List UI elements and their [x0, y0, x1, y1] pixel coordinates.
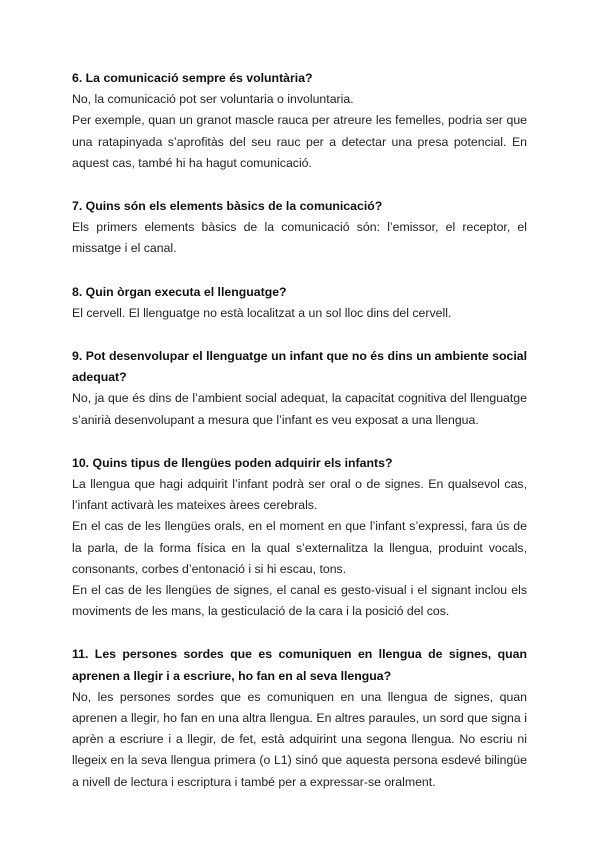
answer-paragraph: En el cas de les llengües orals, en el moment en que l’infant s’expressi, fara ús de la parla, de la forma física en la qual s’externalitza la llengua, produint vocals, consonants, corbes d’entonació i si hi escau, tons. [72, 519, 527, 576]
answer-paragraph: Els primers elements bàsics de la comunicació són: l’emissor, el receptor, el missatge i el canal. [72, 220, 527, 256]
answer-paragraph: En el cas de les llengües de signes, el canal es gesto-visual i el signant inclou els moviments de les mans, la gesticulació de la cara i la posició del cos. [72, 583, 527, 619]
question-section-6 [72, 68, 527, 174]
question-section-10 [72, 453, 527, 623]
question-heading: 10. Quins tipus de llengües poden adquirir els infants? [72, 455, 393, 470]
question-section-11 [72, 644, 527, 792]
answer-paragraph: No, ja que és dins de l’ambient social adequat, la capacitat cognitiva del llenguatge s’anirià desenvolupant a mesura que l’infant es veu exposat a una llengua. [72, 391, 527, 427]
question-heading: 11. Les persones sordes que es comuniquen en llengua de signes, quan aprenen a llegir i a escriure, ho fan en al seva llengua? [72, 647, 527, 683]
answer-paragraph: Per exemple, quan un granot mascle rauca per atreure les femelles, podria ser que una ratapinyada s’aprofitàs del seu rauc per a detectar una presa potencial. En aquest cas, també hi ha hagut comunicació. [72, 113, 527, 170]
document-page [72, 68, 527, 815]
question-heading: 9. Pot desenvolupar el llenguatge un infant que no és dins un ambiente social adequat? [72, 349, 527, 385]
question-heading: 8. Quin òrgan executa el llenguatge? [72, 284, 287, 299]
question-heading: 7. Quins són els elements bàsics de la comunicació? [72, 199, 383, 214]
question-heading: 6. La comunicació sempre és voluntària? [72, 71, 313, 85]
answer-paragraph: No, la comunicació pot ser voluntaria o involuntaria. [72, 92, 354, 107]
question-section-7 [72, 196, 527, 260]
answer-paragraph: La llengua que hagi adquirit l’infant podrà ser oral o de signes. En qualsevol cas, l’infant activarà les mateixes àrees cerebrals. [72, 477, 527, 513]
question-section-9 [72, 346, 527, 431]
question-section-8 [72, 282, 527, 324]
answer-paragraph: El cervell. El llenguatge no està localitzat a un sol lloc dins del cervell. [72, 305, 452, 320]
answer-paragraph: No, les persones sordes que es comuniquen en una llengua de signes, quan aprenen a llegir, ho fan en una altra llengua. En altres paraules, un sord que signa i aprèn a escriure i a llegir, de fet, està adquirint una segona llengua. No escriu ni llegeix en la seva llengua primera (o L1) sinó que aquesta persona esdevé bilingüe a nivell de lectura i escriptura i també per a expressar-se oralment. [72, 689, 527, 789]
